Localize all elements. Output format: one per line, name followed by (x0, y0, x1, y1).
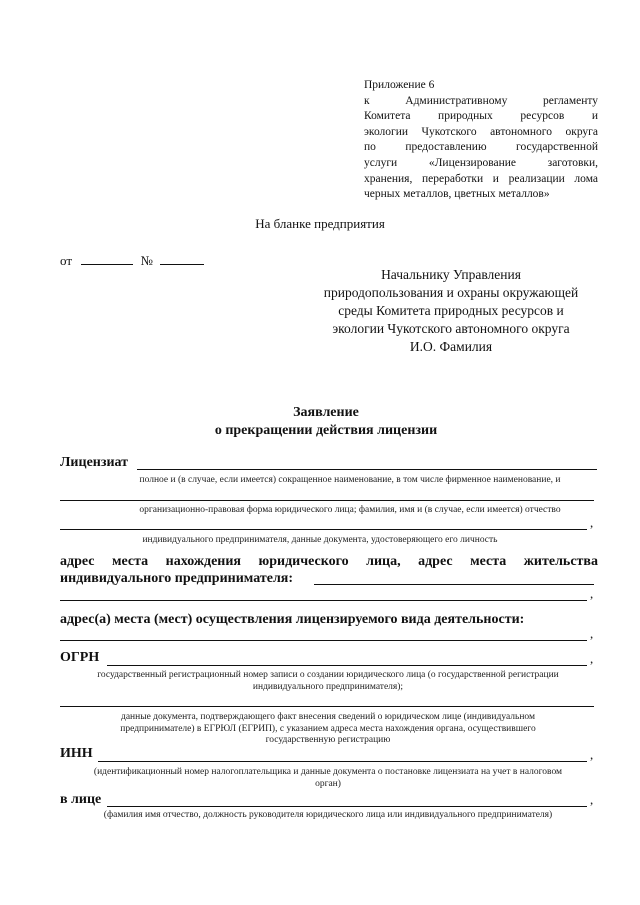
ogrn-document-field[interactable] (60, 706, 594, 707)
appendix-line: Приложение 6 (364, 79, 435, 91)
addressee-block (300, 266, 602, 356)
ogrn-caption-line: индивидуального предпринимателя); (252, 681, 404, 692)
ogrn-caption-line: данные документа, подтверждающего факт внесения сведений о юридическом лице (индивидуальном (120, 712, 535, 722)
addressee-line: И.О. Фамилия (409, 339, 493, 354)
inn-caption-line: орган) (315, 778, 341, 789)
address-label: адрес места нахождения юридического лица, адрес места жительства (60, 554, 598, 569)
comma: , (590, 747, 594, 762)
document-subtitle: о прекращении действия лицензии (214, 423, 438, 438)
addressee-line: природопользования и охраны окружающей (323, 285, 579, 300)
from-label: от (60, 253, 73, 268)
document-title: Заявление (293, 405, 359, 420)
ogrn-label: ОГРН (60, 650, 100, 665)
ogrn-caption-line: государственный регистрационный номер записи о создании юридического лица (о государственной регистрации (97, 670, 559, 680)
appendix-line: экологии Чукотского автономного округа (364, 125, 598, 138)
licensee-caption: индивидуального предпринимателя, данные документа, удостоверяющего его личность (142, 535, 498, 545)
reference-line (60, 253, 204, 269)
person-label: в лице (60, 792, 102, 807)
licensee-field[interactable] (137, 469, 597, 470)
activity-address-label: адрес(а) места (мест) осуществления лицензируемого вида деятельности: (60, 612, 525, 627)
comma: , (590, 651, 594, 666)
comma: , (590, 626, 594, 641)
comma: , (590, 792, 594, 807)
licensee-caption: организационно-правовая форма юридического лица; фамилия, имя и (в случае, если имеется) отчество (139, 505, 561, 515)
number-label: № (140, 253, 153, 268)
number-field[interactable] (160, 253, 204, 265)
inn-label: ИНН (60, 746, 93, 761)
person-field[interactable] (107, 806, 587, 807)
appendix-line: по предоставлению государственной (364, 141, 598, 154)
activity-address-field[interactable] (60, 640, 587, 641)
address-field-2[interactable] (60, 600, 587, 601)
appendix-line: Комитета природных ресурсов и (364, 110, 598, 123)
comma: , (590, 515, 594, 530)
appendix-line: к Административному регламенту (364, 94, 598, 107)
appendix-line: черных металлов, цветных металлов» (364, 188, 550, 201)
licensee-field-3[interactable] (60, 529, 587, 530)
ogrn-caption (60, 670, 596, 693)
ogrn-caption-line: предпринимателе) в ЕГРЮЛ (ЕГРИП), с указанием адреса места нахождения органа, осуществившего (120, 723, 536, 734)
appendix-line: хранения, переработки и реализации лома (364, 172, 598, 185)
inn-field[interactable] (98, 761, 587, 762)
appendix-note (364, 78, 598, 203)
addressee-line: экологии Чукотского автономного округа (332, 321, 570, 336)
inn-caption (56, 767, 600, 790)
addressee-line: среды Комитета природных ресурсов и (338, 303, 564, 318)
comma: , (590, 586, 594, 601)
address-label-cont: индивидуального предпринимателя: (60, 571, 294, 586)
date-field[interactable] (81, 253, 133, 265)
ogrn-document-caption (60, 712, 596, 747)
ogrn-caption-line: государственную регистрацию (265, 735, 391, 745)
licensee-caption: полное и (в случае, если имеется) сокращенное наименование, в том числе фирменное наименование, и (139, 475, 561, 485)
addressee-line: Начальнику Управления (381, 267, 521, 282)
person-caption: (фамилия имя отчество, должность руководителя юридического лица или индивидуального предпринимателя) (103, 810, 553, 820)
letterhead-note: На бланке предприятия (255, 216, 385, 231)
ogrn-field[interactable] (107, 665, 587, 666)
licensee-label: Лицензиат (60, 455, 129, 470)
inn-caption-line: (идентификационный номер налогоплательщика и данные документа о постановке лицензиата на учет в налоговом (93, 767, 563, 777)
appendix-line: услуги «Лицензирование заготовки, (364, 156, 598, 169)
address-field[interactable] (314, 584, 594, 585)
licensee-field-2[interactable] (60, 500, 594, 501)
